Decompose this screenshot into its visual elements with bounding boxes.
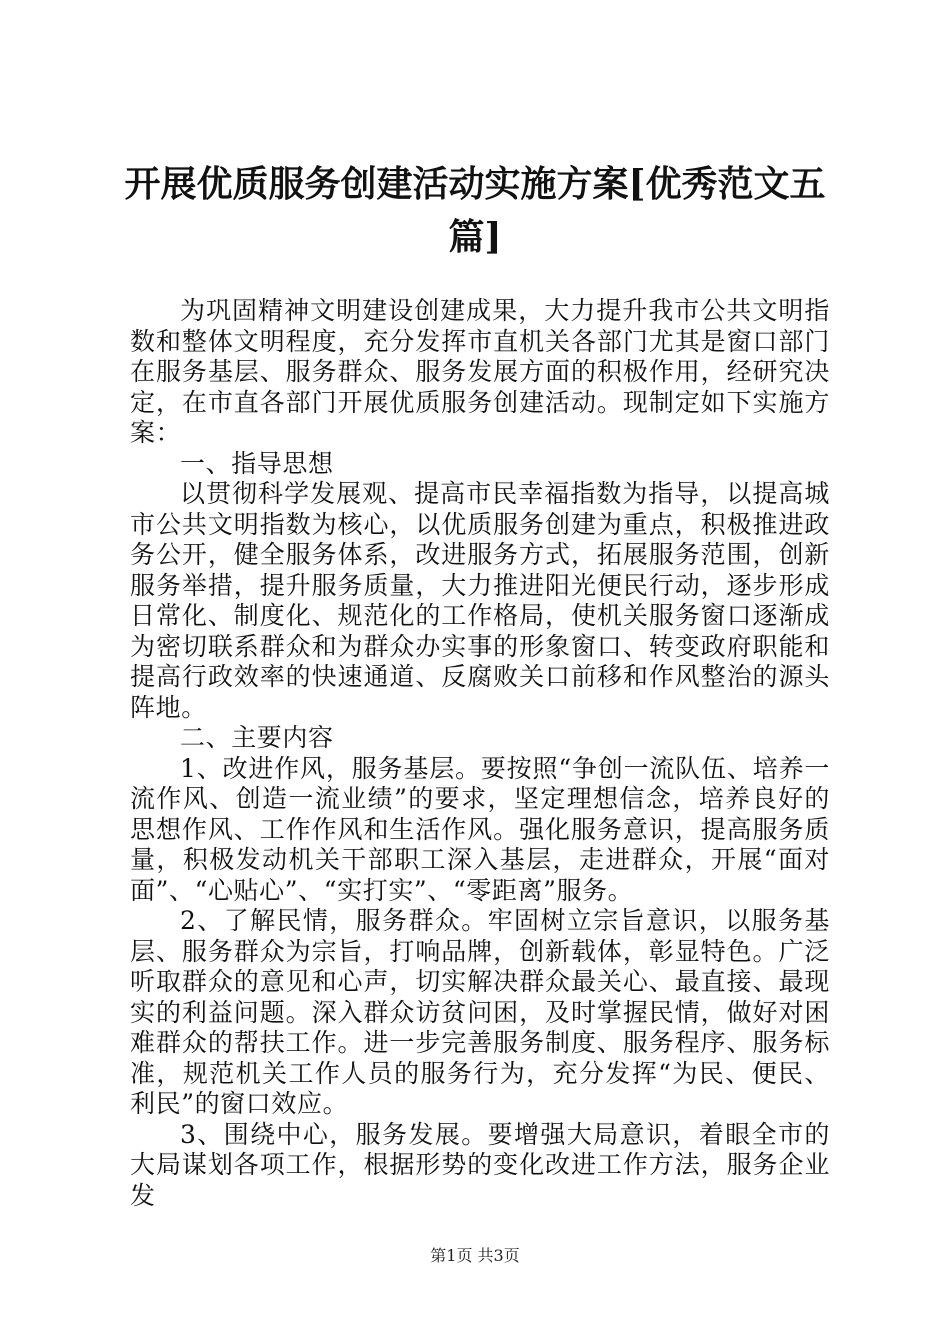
guiding-ideology-paragraph: 以贯彻科学发展观、提高市民幸福指数为指导，以提高城市公共文明指数为核心，以优质服务创建为重点，积极推进政务公开，健全服务体系，改进服务方式，拓展服务范围，创新服务举措，提升服务质量，大力推进阳光便民行动，逐步形成日常化、制度化、规范化的工作格局，使机关服务窗口逐渐成为密切联系群众和为群众办实事的形象窗口、转变政府职能和提高行政效率的快速通道、反腐败关口前移和作风整治的源头阵地。 (130, 479, 830, 722)
section-heading-guiding-ideology: 一、指导思想 (180, 448, 334, 478)
page-number-footer: 第1页 共3页 (430, 1246, 520, 1265)
document-body (130, 296, 830, 1211)
document-title: 开展优质服务创建活动实施方案[优秀范文五篇] (124, 163, 826, 258)
intro-paragraph: 为巩固精神文明建设创建成果，大力提升我市公共文明指数和整体文明程度，充分发挥市直机关各部门尤其是窗口部门在服务基层、服务群众、服务发展方面的积极作用，经研究决定，在市直各部门开展优质服务创建活动。现制定如下实施方案： (130, 296, 830, 447)
item-3-paragraph: 3、围绕中心，服务发展。要增强大局意识，着眼全市的大局谋划各项工作，根据形势的变化改进工作方法，服务企业发 (130, 1119, 830, 1210)
section-heading-main-content: 二、主要内容 (180, 723, 334, 752)
item-2-paragraph: 2、了解民情，服务群众。牢固树立宗旨意识，以服务基层、服务群众为宗旨，打响品牌，创新载体，彰显特色。广泛听取群众的意见和心声，切实解决群众最关心、最直接、最现实的利益问题。深入群众访贫问困，及时掌握民情，做好对困难群众的帮扶工作。进一步完善服务制度、服务程序、服务标准，规范机关工作人员的服务行为，充分发挥“为民、便民、利民”的窗口效应。 (130, 906, 830, 1118)
item-1-paragraph: 1、改进作风，服务基层。要按照“争创一流队伍、培养一流作风、创造一流业绩”的要求，坚定理想信念，培养良好的思想作风、工作作风和生活作风。强化服务意识，提高服务质量，积极发动机关干部职工深入基层，走进群众，开展“面对面”、“心贴心”、“实打实”、“零距离”服务。 (130, 753, 830, 905)
